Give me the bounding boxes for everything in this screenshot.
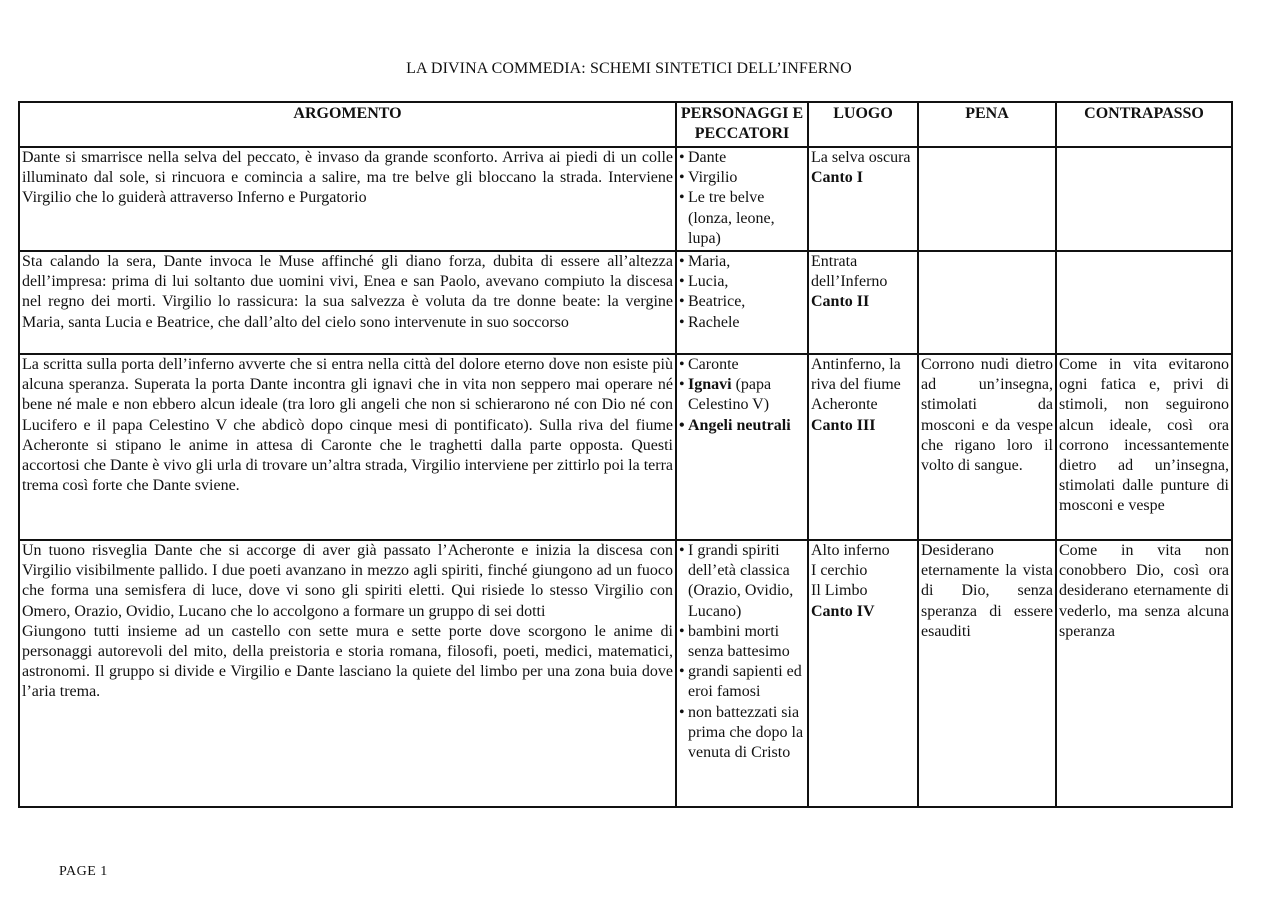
header-argomento: ARGOMENTO [19,102,676,147]
contrapasso-cell: Come in vita non conobbero Dio, così ora desiderano eternamente di vederlo, ma senza alcuna speranza [1056,540,1232,807]
list-item: • Caronte [679,355,805,375]
pena-cell: Desiderano eternamente la vista di Dio, senza speranza di essere esauditi [918,540,1056,807]
luogo-cell [808,354,918,540]
personaggi-cell [676,251,808,354]
canto-label: Canto I [811,169,864,187]
list-item: • Maria, [679,252,805,272]
document-title: LA DIVINA COMMEDIA: SCHEMI SINTETICI DELL’INFERNO [406,60,852,77]
list-item: • Lucia, [679,272,805,292]
header-pena: PENA [918,102,1056,147]
luogo-cell [808,147,918,251]
table-row [19,354,1232,540]
argomento-cell [19,540,676,807]
luogo-text: Entrata dell’Inferno [811,253,888,291]
header-contrapasso: CONTRAPASSO [1056,102,1232,147]
argomento-paragraph: Un tuono risveglia Dante che si accorge di aver già passato l’Acheronte e inizia la discesa con Virgilio visibilmente pallido. I due poeti avanzano in mezzo agli spiriti, finché giungono ad un fuoco che forma una semisfera di luce, dove vi sono gli spiriti eletti. Qui risiede lo stesso Virgilio con Omero, Orazio, Ovidio, Lucano che lo accolgono a formare un gruppo di sei dotti [22,542,673,620]
table-header-row [19,102,1232,147]
personaggi-cell [676,540,808,807]
list-item: • non battezzati sia prima che dopo la venuta di Cristo [679,703,805,764]
canto-label: Canto IV [811,602,875,620]
argomento-cell: Sta calando la sera, Dante invoca le Muse affinché gli diano forza, dubita di essere all’altezza dell’impresa: prima di lui soltanto due uomini vivi, Enea e san Paolo, avevano compiuto la discesa nel regno dei morti. Virgilio lo rassicura: la sua salvezza è voluta da tre donne beate: la vergine Maria, santa Lucia e Beatrice, che dall’alto del cielo sono intervenute in suo soccorso [19,251,676,354]
luogo-text: I cerchio [811,562,868,580]
page-number: PAGE 1 [59,864,108,879]
ignavi-label: Ignavi [688,376,732,394]
contrapasso-cell: Come in vita evitarono ogni fatica e, privi di stimoli, non seguirono alcun ideale, così ora corrono incessantemente dietro ad un’insegna, stimolati dalle punture di mosconi e vespe [1056,354,1232,540]
luogo-text: Antinferno, la riva del fiume Acheronte [811,356,901,414]
list-item: • Rachele [679,313,805,333]
list-item: • Dante [679,148,805,168]
argomento-cell: La scritta sulla porta dell’inferno avverte che si entra nella città del dolore eterno dove non esiste più alcuna speranza. Superata la porta Dante incontra gli ignavi che in vita non seppero mai operare né bene né male e non ebbero alcun ideale (tra loro gli angeli che non si schierarono né con Dio né con Lucifero e il papa Celestino V che abdicò dopo cinque mesi di pontificato). Sulla riva del fiume Acheronte si stipano le anime in attesa di Caronte che le traghetti dalla parte opposta. Questi accortosi che Dante è vivo gli urla di trovare un’altra strada, Virgilio interviene per zittirlo poi la terra trema così forte che Dante sviene. [19,354,676,540]
table-row [19,147,1232,251]
argomento-cell: Dante si smarrisce nella selva del peccato, è invaso da grande sconforto. Arriva ai piedi di un colle illuminato dal sole, si rincuora e comincia a salire, ma tre belve gli bloccano la strada. Interviene Virgilio che lo guiderà attraverso Inferno e Purgatorio [19,147,676,251]
personaggi-cell [676,354,808,540]
canto-label: Canto III [811,416,876,434]
luogo-cell [808,251,918,354]
contrapasso-cell [1056,147,1232,251]
personaggi-cell [676,147,808,251]
list-item: • Beatrice, [679,292,805,312]
list-item [679,375,805,415]
luogo-text: La selva oscura [811,149,911,166]
list-item: • Virgilio [679,168,805,188]
pena-cell [918,251,1056,354]
contrapasso-cell [1056,251,1232,354]
list-item: • bambini morti senza battesimo [679,622,805,662]
header-personaggi: PERSONAGGI E PECCATORI [676,102,808,147]
list-item: • grandi sapienti ed eroi famosi [679,662,805,702]
list-item: • Angeli neutrali [679,416,805,436]
list-item: • Le tre belve (lonza, leone, lupa) [679,188,805,249]
table-row [19,540,1232,807]
luogo-text: Alto inferno [811,542,890,559]
table-row [19,251,1232,354]
canto-label: Canto II [811,293,870,311]
list-item: • I grandi spiriti dell’età classica (Orazio, Ovidio, Lucano) [679,541,805,622]
argomento-paragraph: Giungono tutti insieme ad un castello con sette mura e sette porte dove scorgono le anime di personaggi autorevoli del mito, della preistoria e storia romana, filosofi, poeti, medici, matematici, astronomi. Il gruppo si divide e Virgilio e Dante lasciano la quiete del limbo per una zona buia dove l’aria trema. [22,622,673,701]
pena-cell: Corrono nudi dietro ad un’insegna, stimolati da mosconi e da vespe che rigano loro il volto di sangue. [918,354,1056,540]
header-luogo: LUOGO [808,102,918,147]
inferno-summary-table [18,101,1233,808]
luogo-cell [808,540,918,807]
luogo-text: Il Limbo [811,582,868,600]
ignavi-note: (papa Celestino V) [688,376,772,414]
pena-cell [918,147,1056,251]
